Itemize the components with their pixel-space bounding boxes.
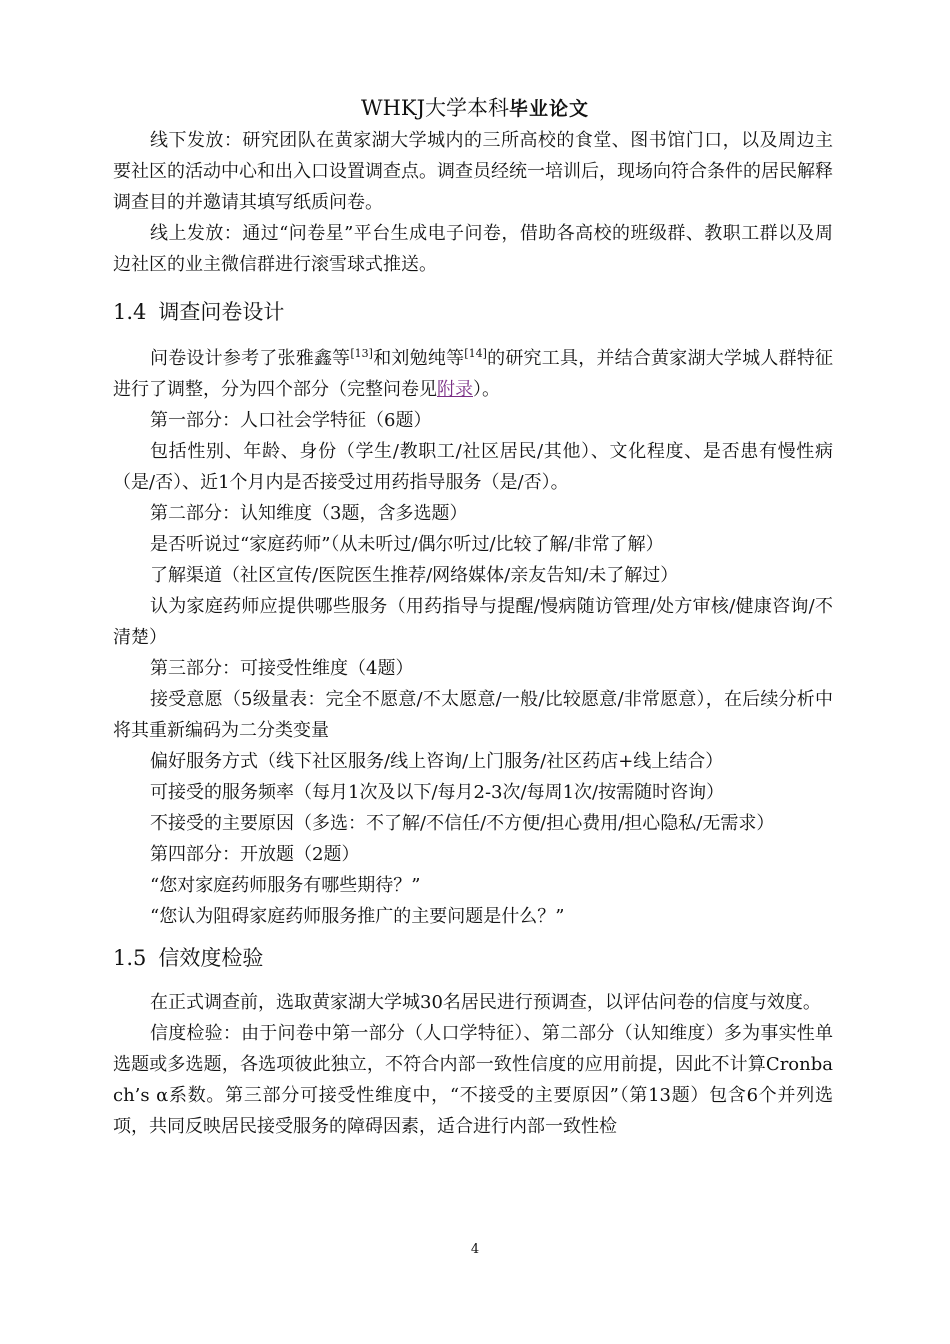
paragraph-part4-title: 第四部分：开放题（2题） xyxy=(150,844,360,865)
text-run: 和刘勉纯等 xyxy=(372,348,465,369)
body-content xyxy=(113,125,833,1142)
paragraph-part3-item-4: 不接受的主要原因（多选：不了解/不信任/不方便/担心费用/担心隐私/无需求） xyxy=(150,813,775,834)
page-number: 4 xyxy=(470,1242,480,1257)
paragraph-part2-item-1: 是否听说过“家庭药师”（从未听过/偶尔听过/比较了解/非常了解） xyxy=(150,534,664,555)
section-title: 信效度检验 xyxy=(158,946,264,970)
page-header xyxy=(0,94,950,123)
section-heading-1-4 xyxy=(113,297,833,327)
paragraph-part4-item-1: “您对家庭药师服务有哪些期待？” xyxy=(150,875,421,896)
paragraph-reliability: 信度检验：由于问卷中第一部分（人口学特征）、第二部分（认知维度）多为事实性单选题或多选题，各选项彼此独立，不符合内部一致性信度的应用前提，因此不计算Cronbach’s α系数。第三部分可接受性维度中，“不接受的主要原因”（第13题）包含6个并列选项，共同反映居民接受服务的障碍因素，适合进行内部一致性检 xyxy=(113,1023,833,1137)
paragraph-part2-item-3: 认为家庭药师应提供哪些服务（用药指导与提醒/慢病随访管理/处方审核/健康咨询/不清楚） xyxy=(113,596,833,648)
section-title: 调查问卷设计 xyxy=(158,300,285,324)
paragraph-part2-item-2: 了解渠道（社区宣传/医院医生推荐/网络媒体/亲友告知/未了解过） xyxy=(150,565,679,586)
paragraph-design-intro xyxy=(113,343,833,405)
text-run: ）。 xyxy=(473,379,500,400)
paragraph-part3-title: 第三部分：可接受性维度（4题） xyxy=(150,658,414,679)
paragraph-part1-title: 第一部分：人口社会学特征（6题） xyxy=(150,410,432,431)
paragraph-part3-item-1: 接受意愿（5级量表：完全不愿意/不太愿意/一般/比较愿意/非常愿意），在后续分析中将其重新编码为二分类变量 xyxy=(113,689,833,741)
section-number: 1.5 xyxy=(113,946,147,970)
paragraph-online-distribution: 线上发放：通过“问卷星”平台生成电子问卷，借助各高校的班级群、教职工群以及周边社区的业主微信群进行滚雪球式推送。 xyxy=(113,223,833,275)
appendix-link[interactable]: 附录 xyxy=(437,379,473,400)
paragraph-part3-item-3: 可接受的服务频率（每月1次及以下/每月2-3次/每周1次/按需随时咨询） xyxy=(150,782,725,803)
header-thesis-label: 毕业论文 xyxy=(509,98,590,120)
section-heading-1-5 xyxy=(113,943,833,973)
citation-14[interactable]: [14] xyxy=(464,347,487,360)
citation-13[interactable]: [13] xyxy=(350,347,373,360)
paragraph-pretest: 在正式调查前，选取黄家湖大学城30名居民进行预调查，以评估问卷的信度与效度。 xyxy=(150,992,821,1013)
paragraph-part1-items: 包括性别、年龄、身份（学生/教职工/社区居民/其他）、文化程度、是否患有慢性病（是/否）、近1个月内是否接受过用药指导服务（是/否）。 xyxy=(113,441,833,493)
paragraph-part4-item-2: “您认为阻碍家庭药师服务推广的主要问题是什么？” xyxy=(150,906,565,927)
text-run: 问卷设计参考了张雅鑫等 xyxy=(150,348,351,369)
paragraph-part2-title: 第二部分：认知维度（3题，含多选题） xyxy=(150,503,468,524)
paragraph-offline-distribution: 线下发放：研究团队在黄家湖大学城内的三所高校的食堂、图书馆门口，以及周边主要社区的活动中心和出入口设置调查点。调查员经统一培训后，现场向符合条件的居民解释调查目的并邀请其填写纸质问卷。 xyxy=(113,130,833,213)
paragraph-part3-item-2: 偏好服务方式（线下社区服务/线上咨询/上门服务/社区药店+线上结合） xyxy=(150,751,724,772)
text-run: 的研究工具，并结合黄家湖大学城人群特征进行了调整，分为四个部分（完整问卷见 xyxy=(113,348,834,400)
header-university: WHKJ大学本科 xyxy=(360,96,509,120)
section-number: 1.4 xyxy=(113,300,147,324)
